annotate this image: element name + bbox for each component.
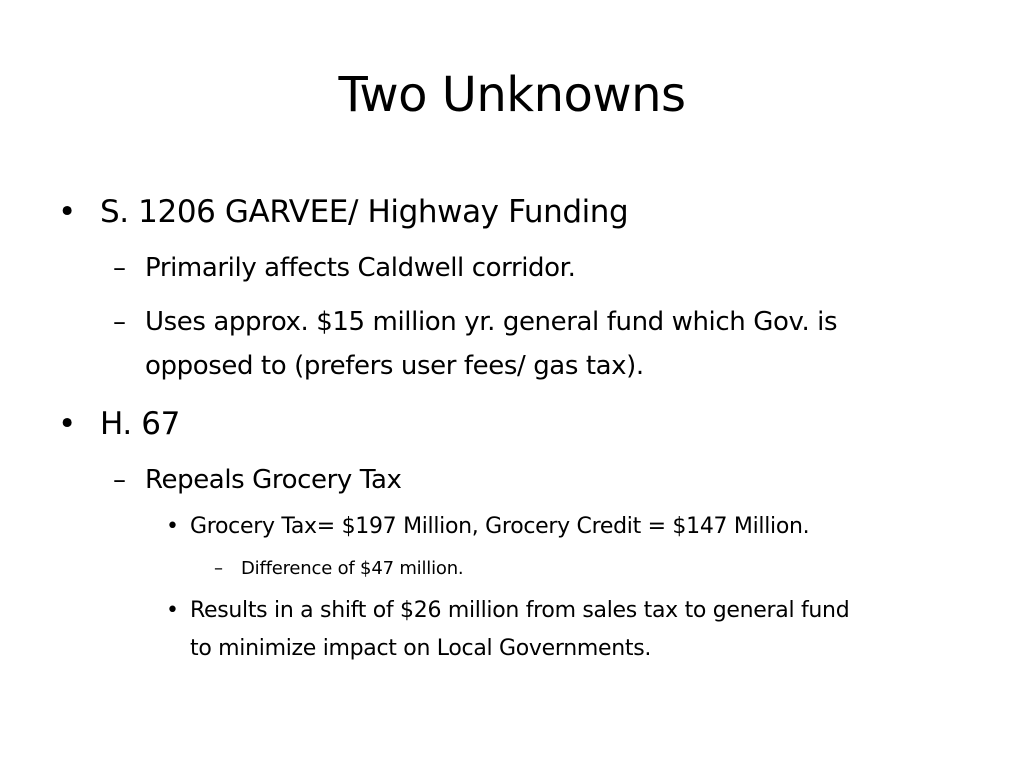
bullet-marker: • xyxy=(166,514,179,539)
detail-item-text: Difference of $47 million. xyxy=(241,558,464,579)
sub-item-text: Primarily affects Caldwell corridor. xyxy=(145,253,576,283)
bullet-item-h67 xyxy=(58,402,958,446)
sub-item-general-fund xyxy=(113,300,993,388)
bullet-marker: • xyxy=(58,194,76,230)
slide-title: Two Unknowns xyxy=(338,67,686,123)
sub-item-repeals xyxy=(113,458,973,502)
detail-item-difference xyxy=(214,550,974,588)
sub-item-caldwell xyxy=(113,246,973,290)
dash-marker: – xyxy=(113,465,126,495)
dash-marker: – xyxy=(113,253,126,283)
sub-sub-item-text: Grocery Tax= $197 Million, Grocery Credit = $147 Million. xyxy=(190,514,810,539)
bullet-text: S. 1206 GARVEE/ Highway Funding xyxy=(100,194,629,230)
sub-item-text: Repeals Grocery Tax xyxy=(145,465,402,495)
sub-sub-item-shift xyxy=(166,592,1006,668)
sub-sub-item-text-line-1: Results in a shift of $26 million from sales tax to general fund xyxy=(190,598,850,623)
sub-sub-item-text-line-2: to minimize impact on Local Governments. xyxy=(190,636,652,661)
sub-item-text-line-1: Uses approx. $15 million yr. general fund which Gov. is xyxy=(145,307,838,337)
dash-marker: – xyxy=(214,558,223,579)
bullet-text: H. 67 xyxy=(100,406,180,442)
bullet-marker: • xyxy=(58,406,76,442)
sub-sub-item-grocery-tax xyxy=(166,508,986,546)
dash-marker: – xyxy=(113,307,126,337)
sub-item-text-line-2: opposed to (prefers user fees/ gas tax). xyxy=(145,351,644,381)
bullet-item-garvee xyxy=(58,190,958,234)
bullet-marker: • xyxy=(166,598,179,623)
